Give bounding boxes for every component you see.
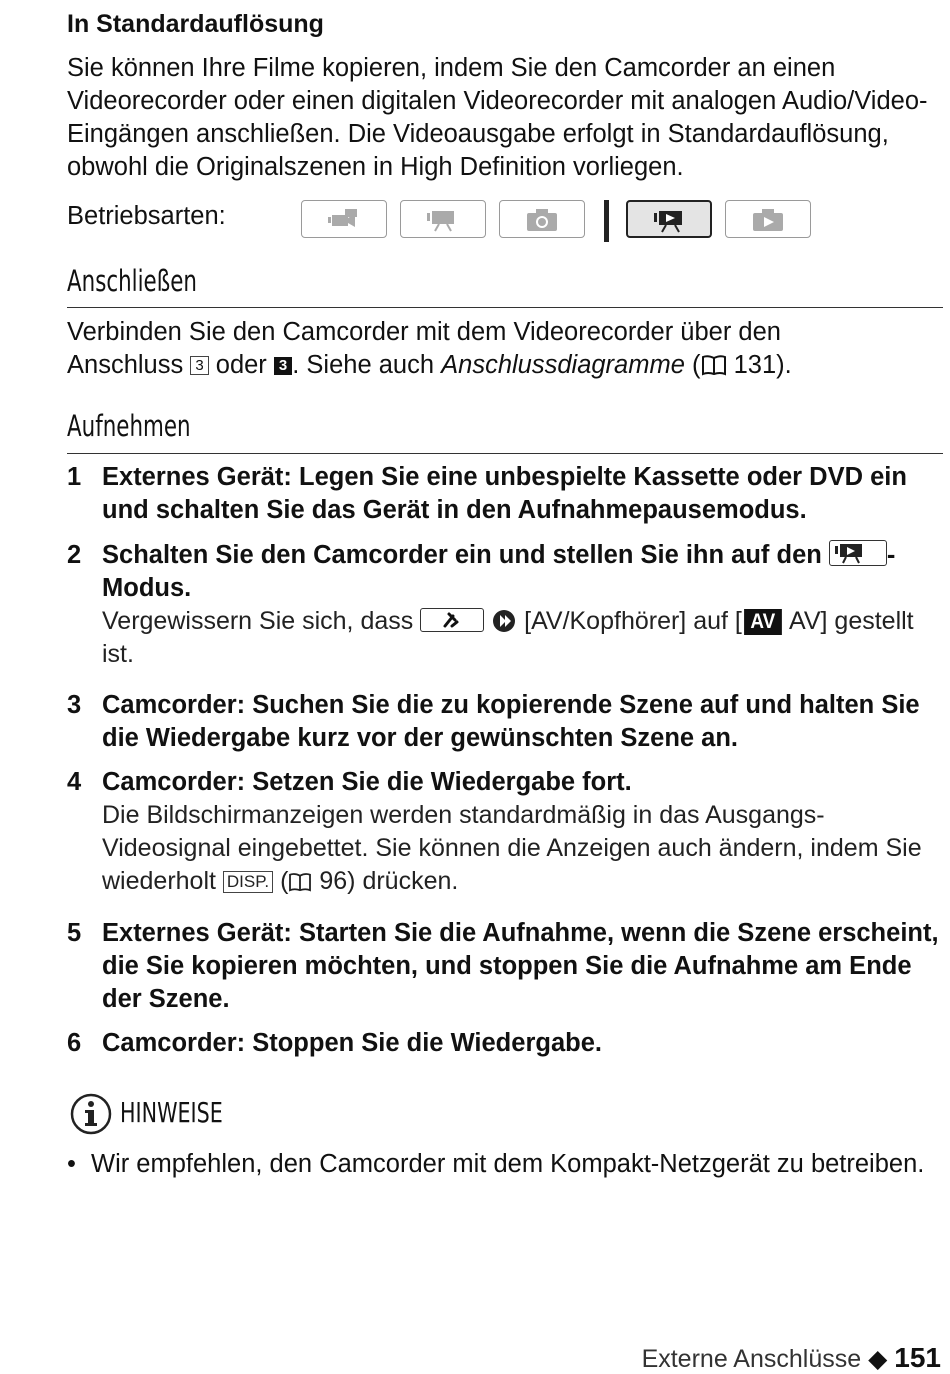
photo-camera-icon	[499, 200, 585, 238]
step-5: 5 Externes Gerät: Starten Sie die Aufnahme, wenn die Szene erscheint, die Sie kopieren möchten, und stoppen Sie die Aufnahme am Ende der Szene.	[67, 919, 939, 1013]
connection-diagrams-reference: Anschlussdiagramme	[441, 351, 685, 379]
disp-button-icon: DISP.	[223, 871, 273, 893]
setup-menu-icon	[420, 608, 484, 632]
bullet: •	[67, 1150, 76, 1178]
step-1: 1 Externes Gerät: Legen Sie eine unbespielte Kassette oder DVD ein und schalten Sie das Gerät in den Aufnahmepausemodus.	[67, 463, 907, 524]
section-heading: In Standardauflösung	[67, 10, 324, 38]
connect-mid: oder	[215, 351, 267, 379]
note-item: • Wir empfehlen, den Camcorder mit dem Kompakt-Netzgerät zu betreiben.	[67, 1148, 943, 1181]
movie-camera-icon	[400, 200, 486, 238]
page-reference: 131).	[733, 351, 792, 379]
step-2-text: Schalten Sie den Camcorder ein und stellen Sie ihn auf den -Modus.	[102, 541, 896, 602]
dual-shot-icon	[301, 200, 387, 238]
connect-line-1: Verbinden Sie den Camcorder mit dem Videorecorder über den	[67, 318, 781, 346]
connector-3-filled-icon: 3	[274, 357, 292, 375]
connect-section-title: Anschließen	[67, 264, 943, 308]
footer-separator: ◆	[868, 1345, 888, 1373]
footer-section: Externe Anschlüsse	[641, 1345, 862, 1373]
book-icon	[288, 868, 312, 901]
step-4-note: Die Bildschirmanzeigen werden standardmäßig in das Ausgangs-Videosignal eingebettet. Sie können die Anzeigen auch ändern, indem Sie wiederholt DISP. ( 96) drücken.	[102, 799, 943, 901]
movie-playback-icon	[626, 200, 712, 238]
notes-title: HINWEISE	[120, 1096, 223, 1129]
paren-open: (	[692, 351, 701, 379]
record-section-title: Aufnehmen	[67, 409, 943, 454]
photo-playback-icon	[725, 200, 811, 238]
operating-modes	[67, 200, 943, 242]
step-4: 4 Camcorder: Setzen Sie die Wiedergabe fort. Die Bildschirmanzeigen werden standardmäßig in das Ausgangs-Videosignal eingebettet. Sie können die Anzeigen auch ändern, indem Sie wiederholt DISP. ( 96) drücken.	[67, 766, 943, 901]
intro-paragraph: Sie können Ihre Filme kopieren, indem Sie den Camcorder an einen Videorecorder oder einen digitalen Videorecorder mit analogen Audio/Video-Eingängen anschließen. Die Videoausgabe erfolgt in Standardauflösung, obwohl die Originalszenen in High Definition vorliegen.	[67, 54, 928, 181]
step-2: 2 Schalten Sie den Camcorder ein und stellen Sie ihn auf den -Modus. Vergewissern Sie sich, dass [AV/Kopfhörer] auf [ AV AV] gestellt ist.	[67, 539, 943, 671]
connect-pre: Anschluss	[67, 351, 184, 379]
arrow-icon	[491, 607, 517, 635]
mode-separator	[604, 200, 609, 242]
step-2-note: Vergewissern Sie sich, dass [AV/Kopfhörer] auf [ AV AV] gestellt ist.	[102, 607, 914, 668]
page-footer	[642, 1342, 941, 1374]
connector-3-outline-icon: 3	[190, 356, 208, 375]
av-badge: AV	[744, 609, 781, 635]
step-4-text: Camcorder: Setzen Sie die Wiedergabe fort.	[102, 768, 632, 796]
connect-paragraph	[67, 316, 943, 385]
movie-playback-icon	[829, 540, 887, 566]
book-icon	[701, 352, 727, 385]
step-3: 3 Camcorder: Suchen Sie die zu kopierende Szene auf und halten Sie die Wiedergabe kurz vor der gewünschten Szene an.	[67, 691, 920, 752]
page-number: 151	[894, 1342, 941, 1373]
step-6: 6 Camcorder: Stoppen Sie die Wiedergabe.	[67, 1029, 602, 1057]
modes-label: Betriebsarten:	[67, 202, 226, 230]
connect-see: . Siehe auch	[292, 351, 435, 379]
